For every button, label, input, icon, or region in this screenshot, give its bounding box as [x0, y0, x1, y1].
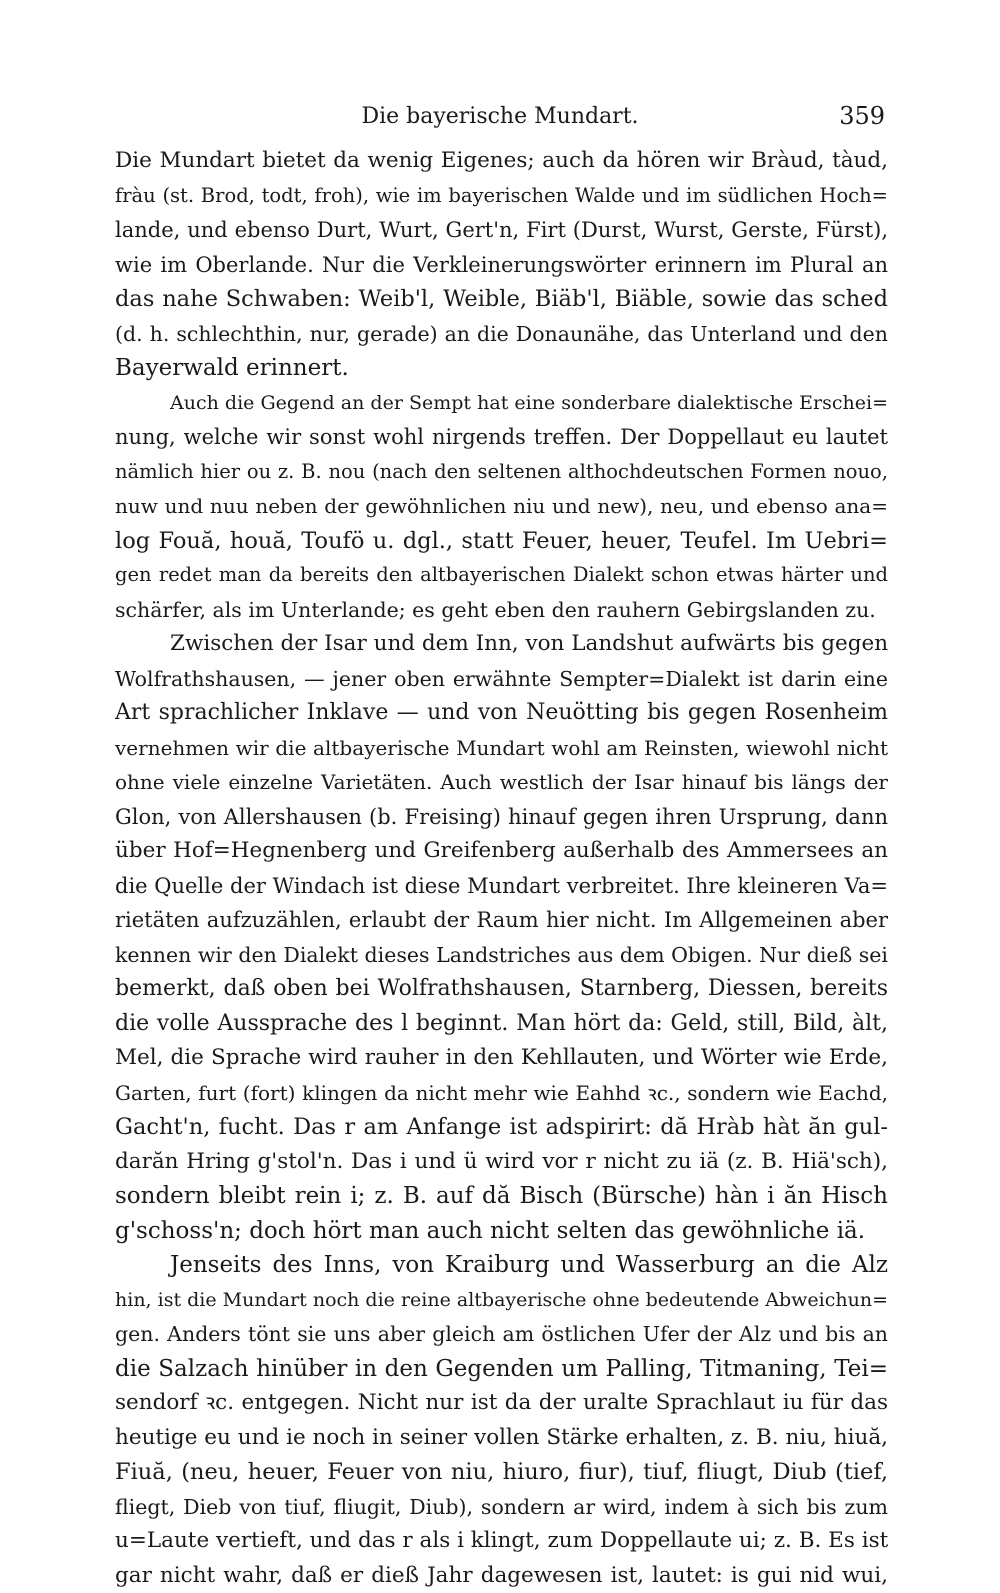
text-line: über Hof=Hegnenberg und Greifenberg außerhalb des Ammersees an — [115, 834, 888, 869]
text-line: nung, welche wir sonst wohl nirgends treffen. Der Doppellaut eu lautet — [115, 420, 888, 455]
text-line: Art sprachlicher Inklave — und von Neuötting bis gegen Rosenheim — [115, 696, 888, 731]
text-line: bemerkt, daß oben bei Wolfrathshausen, Starnberg, Diessen, bereits — [115, 972, 888, 1007]
text-line: wie im Oberlande. Nur die Verkleinerungswörter erinnern im Plural an — [115, 248, 888, 283]
text-line: Glon, von Allershausen (b. Freising) hinauf gegen ihren Ursprung, dann — [115, 800, 888, 835]
text-line: schärfer, als im Unterlande; es geht eben den rauhern Gebirgslanden zu. — [115, 593, 888, 628]
text-line: gen redet man da bereits den altbayerischen Dialekt schon etwas härter und — [115, 558, 888, 593]
text-line: die Quelle der Windach ist diese Mundart verbreitet. Ihre kleineren Va= — [115, 869, 888, 904]
text-line: u=Laute vertieft, und das r als i klingt, zum Doppellaute ui; z. B. Es ist — [115, 1524, 888, 1559]
text-line: log Fouă, houă, Toufö u. dgl., statt Feuer, heuer, Teufel. Im Uebri= — [115, 524, 888, 559]
text-line: darăn Hring g'stol'n. Das i und ü wird vor r nicht zu iä (z. B. Hiä'sch), — [115, 1145, 888, 1180]
text-line: gar nicht wahr, daß er dieß Jahr dagewesen ist, lautet: is gui nid wui, — [115, 1559, 888, 1593]
text-line: nuw und nuu neben der gewöhnlichen niu und new), neu, und ebenso ana= — [115, 489, 888, 524]
paragraph-start-line: Zwischen der Isar und dem Inn, von Landshut aufwärts bis gegen — [115, 627, 888, 662]
running-title: Die bayerische Mundart. — [115, 104, 885, 129]
text-line: ohne viele einzelne Varietäten. Auch westlich der Isar hinauf bis längs der — [115, 765, 888, 800]
paragraph-start-line: Jenseits des Inns, von Kraiburg und Wasserburg an die Alz — [115, 1248, 888, 1283]
text-line: das nahe Schwaben: Weib'l, Weible, Biäb'l, Biäble, sowie das sched — [115, 282, 888, 317]
text-line: nämlich hier ou z. B. nou (nach den seltenen althochdeutschen Formen nouo, — [115, 455, 888, 490]
text-line: die volle Aussprache des l beginnt. Man hört da: Geld, still, Bild, àlt, — [115, 1007, 888, 1042]
text-line: Fiuă, (neu, heuer, Feuer von niu, hiuro, fiur), tiuf, fliugt, Diub (tief, — [115, 1455, 888, 1490]
text-line: g'schoss'n; doch hört man auch nicht selten das gewöhnliche iä. — [115, 1214, 888, 1249]
text-line: Bayerwald erinnert. — [115, 351, 888, 386]
text-line: sondern bleibt rein i; z. B. auf dă Bisch (Bürsche) hàn i ăn Hisch — [115, 1179, 888, 1214]
running-header — [115, 100, 885, 134]
text-line: Mel, die Sprache wird rauher in den Kehllauten, und Wörter wie Erde, — [115, 1041, 888, 1076]
page-number: 359 — [839, 102, 885, 130]
text-line: Die Mundart bietet da wenig Eigenes; auch da hören wir Bràud, tàud, — [115, 144, 888, 179]
body-text — [115, 144, 888, 1593]
text-line: (d. h. schlechthin, nur, gerade) an die Donaunähe, das Unterland und den — [115, 317, 888, 352]
text-line: vernehmen wir die altbayerische Mundart wohl am Reinsten, wiewohl nicht — [115, 731, 888, 766]
text-line: fliegt, Dieb von tiuf, fliugit, Diub), sondern ar wird, indem à sich bis zum — [115, 1490, 888, 1525]
text-line: heutige eu und ie noch in seiner vollen Stärke erhalten, z. B. niu, hiuă, — [115, 1421, 888, 1456]
text-line: Wolfrathshausen, — jener oben erwähnte Sempter=Dialekt ist darin eine — [115, 662, 888, 697]
text-line: Garten, furt (fort) klingen da nicht mehr wie Eahhd ꝛc., sondern wie Eachd, — [115, 1076, 888, 1111]
text-line: fràu (st. Brod, todt, froh), wie im bayerischen Walde und im südlichen Hoch= — [115, 179, 888, 214]
text-line: lande, und ebenso Durt, Wurt, Gert'n, Firt (Durst, Wurst, Gerste, Fürst), — [115, 213, 888, 248]
text-line: die Salzach hinüber in den Gegenden um Palling, Titmaning, Tei= — [115, 1352, 888, 1387]
text-line: sendorf ꝛc. entgegen. Nicht nur ist da der uralte Sprachlaut iu für das — [115, 1386, 888, 1421]
text-line: hin, ist die Mundart noch die reine altbayerische ohne bedeutende Abweichun= — [115, 1283, 888, 1318]
text-line: rietäten aufzuzählen, erlaubt der Raum hier nicht. Im Allgemeinen aber — [115, 903, 888, 938]
text-line: kennen wir den Dialekt dieses Landstriches aus dem Obigen. Nur dieß sei — [115, 938, 888, 973]
text-line: Gacht'n, fucht. Das r am Anfange ist adspirirt: dă Hràb hàt ăn gul- — [115, 1110, 888, 1145]
text-line: gen. Anders tönt sie uns aber gleich am östlichen Ufer der Alz und bis an — [115, 1317, 888, 1352]
paragraph-start-line: Auch die Gegend an der Sempt hat eine sonderbare dialektische Erschei= — [115, 386, 888, 421]
